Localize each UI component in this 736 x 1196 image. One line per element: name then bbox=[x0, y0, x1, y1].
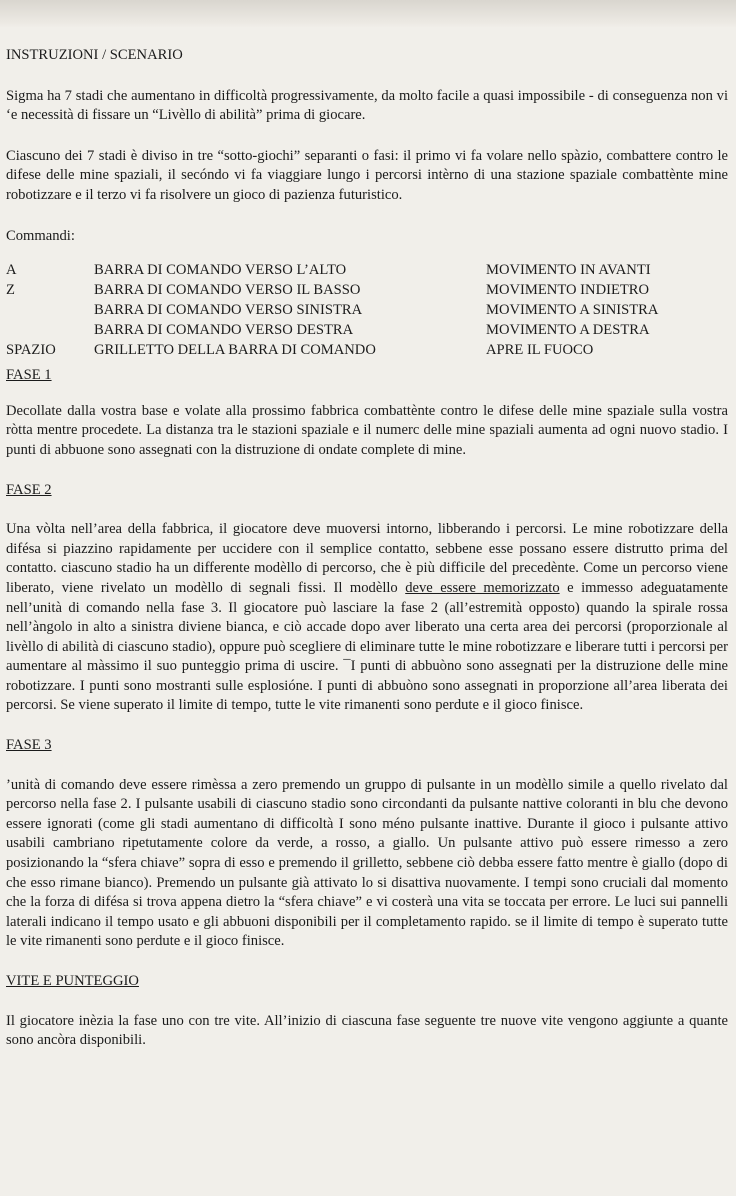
fase2-text-after: e immesso adeguatamente nell’unità di comando nella fase 3. Il giocatore può lasciare la fase 2 (all’estremità opposto) quando la spirale rossa nell’àngolo in alto a sinistra diviene bianca, e ciò accade dopo aver liberato una certa area dei percorsi (proporzionale al livèllo di abilità di ciascuno stadio), oppure può scegliere di eliminare tutte le mine robotizzare e liberare tutti i percorsi per aumentare al màssimo il suo punteggio prima di uscire. ¯I punti di abbuòno sono assegnati per la distruzione delle mine robotizzare. I punti sono mostranti sulle esplosióne. I punti di abbuòno sono assegnati in proporzione all’area liberata dei percorsi. Se viene superato il limite di tempo, tutte le vite rimanenti sono perdute e il gioco finisce. bbox=[6, 579, 729, 714]
command-row bbox=[6, 340, 658, 360]
command-effect: MOVIMENTO A SINISTRA bbox=[486, 302, 659, 319]
command-row bbox=[6, 260, 658, 280]
fase1-text: Decollate dalla vostra base e volate alla prossimo fabbrica combattènte contro le difese delle mine spaziale sulla vostra ròtta mentre procedete. La distanza tra le stazioni spaziale e il numerc delle mine spaziali aumenta ad ogni nuovo stadio. I punti di abbuone sono assegnati con la distruzione di ondate complete di mine. bbox=[6, 402, 728, 458]
command-action: BARRA DI COMANDO VERSO L’ALTO bbox=[94, 262, 347, 279]
command-effect: MOVIMENTO A DESTRA bbox=[486, 322, 650, 339]
fase3-text: ’unità di comando deve essere rimèssa a zero premendo un gruppo di pulsante in un modèllo simile a quello rivelato dal percorso nella fase 2. I pulsante usabili di ciascuno stadio sono circondanti da pulsante nattive coloranti in blu che devono essere ignorati (come gli stadi aumentano di difficoltà I sono méno pulsante inattive. Durante il gioco i pulsante attivo usabili cambriano ripetutamente colore da verde, a rosso, a giallo. Un pulsante attivo può essere rimesso a zero posizionando la “sfera chiave” sopra di esso e premendo il grilletto, sebbene ciò debba essere fatto mentre è giallo (dopo di che esso rimane bianco). Premendo un pulsante già attivato lo si disattiva nuovamente. I tempi sono cruciali dal momento che la forza di difésa si trova appena dietro la “sfera chiave” e vi costerà una vita se toccata per errore. Le luci sui pannelli laterali indicano il tempo usato e gli abbuoni disponibili per il completamento rapido. se il limite di tempo è superato tutte le vite rimanenti sono perdute e il gioco finisce. bbox=[6, 776, 728, 950]
command-action: GRILLETTO DELLA BARRA DI COMANDO bbox=[94, 342, 376, 359]
intro-paragraph-2: Ciascuno dei 7 stadi è diviso in tre “sotto-giochi” separanti o fasi: il primo vi fa volare nello spàzio, combattere contro le difese delle mine spaziali, il secóndo vi fa viaggiare lungo i percorsi intèrno di una stazione spaziale combattènte mine robotizzare e il terzo vi fa risolvere un gioco di pazienza futuristico. bbox=[6, 147, 728, 203]
page-heading: INSTRUZIONI / SCENARIO bbox=[6, 47, 183, 63]
command-effect: APRE IL FUOCO bbox=[486, 342, 594, 359]
command-action: BARRA DI COMANDO VERSO DESTRA bbox=[94, 322, 354, 339]
commands-label: Commandi: bbox=[6, 227, 75, 244]
fase2-title: FASE 2 bbox=[6, 481, 52, 498]
vite-title: VITE E PUNTEGGIO bbox=[6, 973, 139, 989]
vite-text: Il giocatore inèzia la fase uno con tre vite. All’inizio di ciascuna fase seguente tre nuove vite vengono aggiunte a quante sono ancòra disponibili. bbox=[6, 1012, 728, 1049]
intro-paragraph-1: Sigma ha 7 stadi che aumentano in difficoltà progressivamente, da molto facile a quasi impossibile - di conseguenza non vi ‘e necessità di fissare un “Livèllo di abilità” prima di giocare. bbox=[6, 87, 728, 124]
command-action: BARRA DI COMANDO VERSO SINISTRA bbox=[94, 302, 363, 319]
commands-table bbox=[6, 260, 658, 360]
fase2-text bbox=[6, 520, 728, 716]
command-key bbox=[6, 320, 94, 340]
command-effect: MOVIMENTO INDIETRO bbox=[486, 282, 650, 299]
command-key: A bbox=[6, 262, 17, 279]
command-key: SPAZIO bbox=[6, 342, 56, 359]
command-key: Z bbox=[6, 282, 15, 299]
command-row bbox=[6, 280, 658, 300]
fase1-title: FASE 1 bbox=[6, 367, 52, 384]
command-action: BARRA DI COMANDO VERSO IL BASSO bbox=[94, 282, 361, 299]
command-key bbox=[6, 300, 94, 320]
fase3-title: FASE 3 bbox=[6, 737, 52, 754]
command-effect: MOVIMENTO IN AVANTI bbox=[486, 262, 651, 279]
fase2-text-before: Una vòlta nell’area della fabbrica, il giocatore deve muoversi intorno, libberando i percorsi. Le mine robotizzare della difésa si piazzino rapidamente per uccidere con il semplice contatto, sebbene esse possano essere distrutto prima del contatto. ciascuno stadio ha un differente modèllo di percorso, che è più difficile del precedènte. Come un percorso viene liberato, viene rivelato un modèllo di segnali fissi. Il modèllo bbox=[6, 521, 728, 596]
fase2-underlined-phrase: deve essere memorizzato bbox=[405, 579, 560, 596]
command-row bbox=[6, 320, 658, 340]
command-row bbox=[6, 300, 658, 320]
